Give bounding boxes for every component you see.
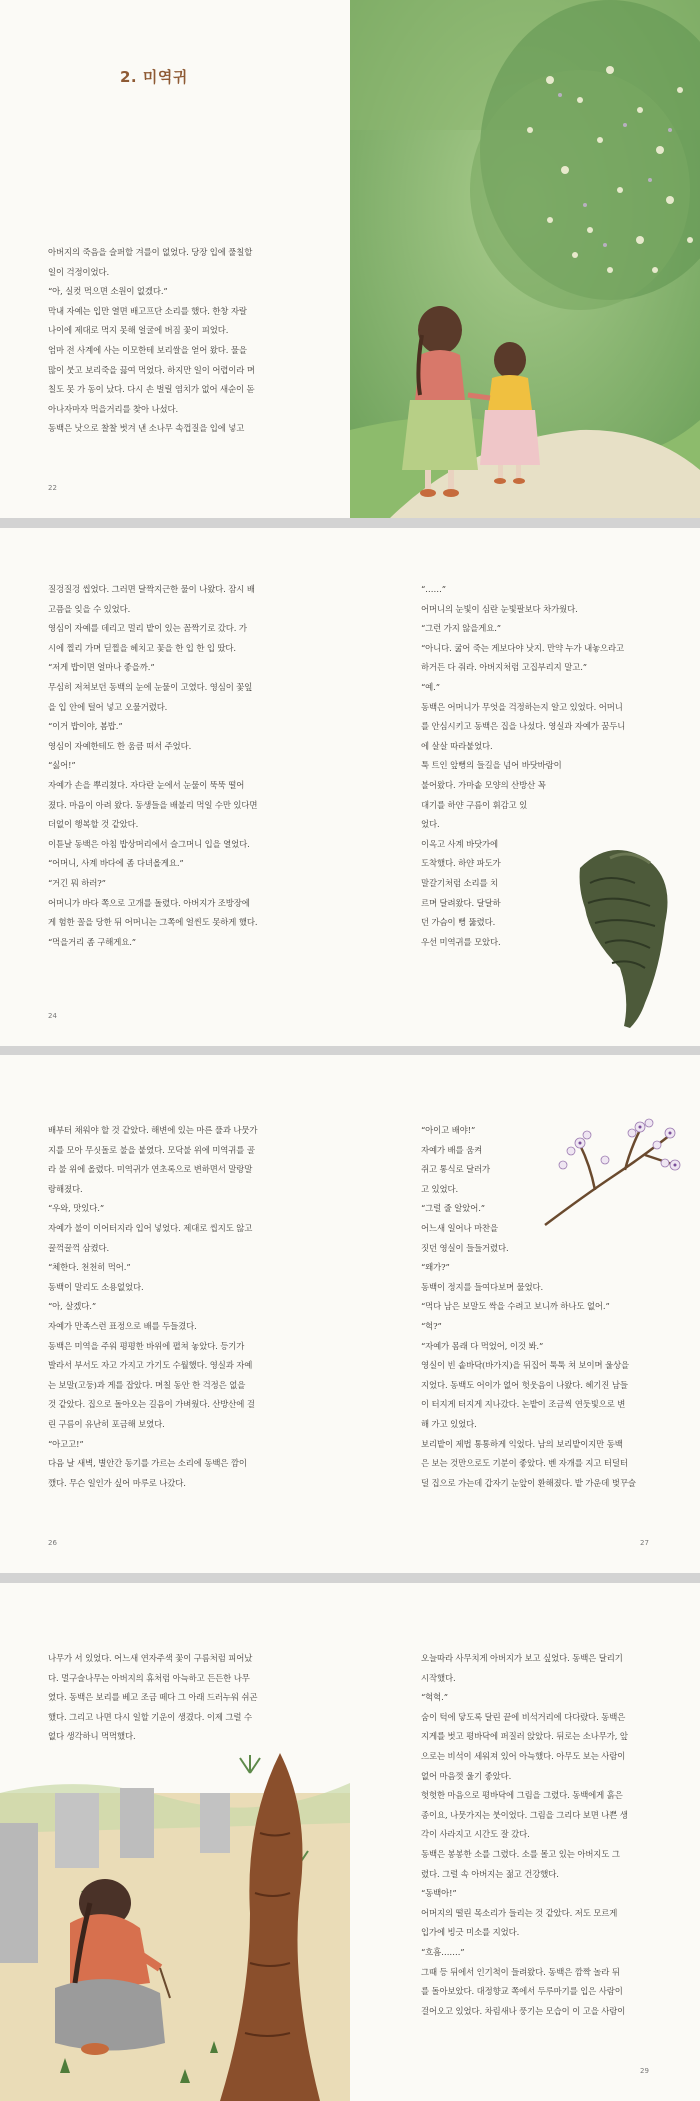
text-line: 는 보말(고둥)과 게를 잡았다. 며칠 동안 한 걱정은 없을 — [48, 1379, 246, 1390]
text-line: 질겅질겅 씹었다. 그러면 달짝지근한 물이 나왔다. 잠시 배 — [48, 584, 255, 594]
text-line: 자예가 손을 뿌리쳤다. 자다란 눈에서 눈물이 뚝뚝 떨어 — [48, 779, 245, 790]
text-line: 덜 집으로 가는데 갑자기 눈앞이 환해졌다. 밭 가운데 벚꾸슬 — [421, 1477, 636, 1488]
text-line: 자예가 배를 움켜 — [421, 1144, 483, 1155]
text-line: “아, 실컷 먹으면 소원이 없겠다.” — [48, 286, 168, 297]
sisters-under-flowering-tree-illustration — [350, 0, 700, 518]
text-line: 해 가고 있었다. — [421, 1418, 477, 1429]
text-line: 어머니가 바다 쪽으로 고개를 돌렸다. 아버지가 조방장에 — [48, 897, 250, 908]
left-page-text — [48, 1121, 257, 1493]
text-line: 그때 등 뒤에서 인기척이 들려왔다. 동백은 깜짝 놀라 뒤 — [421, 1966, 620, 1977]
spread-2 — [0, 528, 700, 1046]
text-line: 르며 달려왔다. 달달하 — [421, 897, 501, 908]
text-line: “우와, 맛있다.” — [48, 1203, 105, 1214]
text-line: 없어 마음껏 울기 좋았다. — [421, 1770, 512, 1781]
text-line: “헉헉.” — [421, 1692, 448, 1703]
chinaberry-blossom-illustration — [525, 1105, 685, 1230]
text-line: “아니다. 굶어 죽는 게보다야 낫지. 만약 누가 내놓으라고 — [421, 642, 625, 653]
text-line: “아고고!” — [48, 1438, 84, 1449]
text-line: 으로는 비석이 세워져 있어 아늑했다. 아무도 보는 사람이 — [421, 1750, 626, 1761]
text-line: 고픔을 잊을 수 있었다. — [48, 603, 131, 614]
text-line: 였다. 동백은 보리를 베고 조금 떼다 그 아래 드러누워 쉬곤 — [48, 1692, 258, 1703]
text-line: 렸다. 그럴 속 아버지는 젊고 건강했다. — [421, 1868, 559, 1879]
left-page-text — [48, 243, 255, 439]
text-line: 것 같았다. 집으로 돌아오는 길음이 가벼웠다. 산방산에 걸 — [48, 1399, 255, 1410]
text-line: 동백이 말리도 소용없었다. — [48, 1281, 144, 1292]
text-line: 지를 모아 무싯돌로 불을 붙였다. 모닥불 위에 미역귀를 골 — [48, 1144, 255, 1155]
text-line: 동백은 봉봉한 소를 그렸다. 소를 몰고 있는 아버지도 그 — [421, 1848, 620, 1859]
page-number: 26 — [48, 1539, 57, 1547]
text-line: 동백은 어머니가 무엇을 걱정하는지 알고 있었다. 어머니 — [421, 701, 623, 712]
text-line: 동백이 정지를 들여다보며 물었다. — [421, 1281, 544, 1292]
text-line: 나이에 제대로 먹지 못해 얼굴에 버짐 꽃이 피었다. — [48, 325, 229, 336]
text-line: “먹을거리 좀 구해게요.” — [48, 936, 136, 947]
text-line: 다음 날 새벽, 별안간 동기를 가르는 소리에 동백은 깜이 — [48, 1458, 247, 1469]
text-line: 아나자마자 먹을거리를 찾아 나섰다. — [48, 403, 179, 414]
text-line: 지게를 벗고 평바닥에 퍼질러 앉았다. 뒤로는 소나무가, 앞 — [421, 1731, 628, 1742]
text-line: 많이 붓고 보리죽을 끓여 먹었다. 하지만 일이 어렵이라 며 — [48, 364, 255, 375]
text-line: 하거든 다 줘라. 아버지처럼 고집부리지 말고.” — [421, 662, 587, 673]
text-line: “그럴 줄 알았어.” — [421, 1203, 485, 1214]
text-line: 했다. 그리고 나면 다시 일할 기운이 생겼다. 이제 그럴 수 — [48, 1711, 252, 1722]
text-line: “……” — [421, 584, 446, 594]
text-line: 게 험한 꼴을 당한 뒤 어머니는 그쪽에 얼씬도 못하게 했다. — [48, 917, 258, 928]
page-number: 22 — [48, 484, 57, 492]
text-line: “어머니, 사계 바다에 좀 다녀올게요.” — [48, 858, 184, 869]
text-line: 꿀꺽꿀꺽 삼켰다. — [48, 1242, 110, 1253]
right-page-text — [421, 1649, 628, 2021]
text-line: 더없이 행복할 것 같았다. — [48, 819, 139, 830]
text-line: 막내 자예는 입만 열면 배고프단 소리를 했다. 한창 자랄 — [48, 305, 247, 316]
text-line: 무심히 저쳐보던 동백의 눈에 눈물이 고였다. 영심이 꽃잎 — [48, 681, 253, 692]
text-line: 린 구름이 유난히 포금해 보였다. — [48, 1418, 165, 1429]
text-line: “이거 밥이야, 봄밥.” — [48, 721, 123, 732]
text-line: 동백은 미역을 주워 평평한 바위에 펼쳐 놓았다. 등기가 — [48, 1340, 245, 1351]
page-number: 24 — [48, 1012, 57, 1020]
text-line: 영심이 자예를 데리고 멀리 밭이 있는 꼼짝기로 갔다. 가 — [48, 623, 247, 634]
text-line: 던 가슴이 뻥 뚫렸다. — [421, 917, 496, 928]
text-line: 없다 생각하니 먹먹했다. — [48, 1731, 136, 1742]
text-line: “흐흠…….” — [421, 1946, 465, 1957]
girl-drawing-in-dirt-illustration — [0, 1753, 350, 2101]
text-line: “자예가 몸래 다 먹었어, 이것 봐.” — [421, 1340, 544, 1351]
text-line: 시에 찔리 가며 딛찔을 헤치고 꽃을 한 입 한 입 땄다. — [48, 642, 236, 653]
text-line: 일이 걱정이었다. — [48, 266, 110, 277]
text-line: 랑해졌다. — [48, 1183, 83, 1194]
text-line: 동백은 낫으로 찰찰 벗겨 낸 소나무 속껍질을 입에 넣고 — [48, 423, 245, 434]
text-line: “왜가?” — [421, 1262, 450, 1273]
text-line: 을 입 안에 털어 넣고 오물거렸다. — [48, 701, 168, 712]
text-line: “예.” — [421, 681, 440, 692]
text-line: 영실이 빈 솥바닥(바가지)을 뒤집어 툭툭 쳐 보이며 울상을 — [421, 1360, 630, 1371]
text-line: 아버지의 죽음을 슬퍼할 겨를이 없었다. 당장 입에 풀칠할 — [48, 247, 253, 257]
text-line: 쥐고 통식로 달러가 — [421, 1164, 491, 1175]
text-line: “싫어!” — [48, 760, 76, 771]
left-page-text — [48, 580, 257, 952]
text-line: 이 터지게 터지게 지나갔다. 논밭이 조금씩 연둣빛으로 변 — [421, 1399, 626, 1410]
text-line: 발라서 부서도 자고 가지고 가기도 수월했다. 영실과 자예 — [48, 1360, 253, 1371]
text-line: 우선 미역귀를 모았다. — [421, 936, 501, 947]
text-line: “체한다. 천천히 먹어.” — [48, 1262, 131, 1273]
text-line: 를 돌아보았다. 대정향교 쪽에서 두루마기를 입은 사람이 — [421, 1986, 623, 1997]
text-line: 지었다. 동백도 어이가 없어 헛웃음이 나왔다. 헤기진 남들 — [421, 1379, 628, 1390]
text-line: 깼다. 무슨 일인가 싶어 마루로 나갔다. — [48, 1477, 186, 1488]
spread-3 — [0, 1055, 700, 1573]
text-line: 은 보는 것만으로도 기분이 좋았다. 벤 자개를 지고 터덜터 — [421, 1458, 628, 1469]
text-line: 입가에 빙긋 미소를 지었다. — [421, 1927, 520, 1938]
text-line: “먹다 남은 보말도 싹을 수려고 보니까 하나도 없어.” — [421, 1301, 610, 1312]
page-number: 29 — [640, 2067, 649, 2075]
text-line: 오늘따라 사무치게 아버지가 보고 싶었다. 동백은 달리기 — [421, 1653, 623, 1663]
text-line: 졌다. 마음이 아려 왔다. 동생들을 배불리 먹일 수만 있다면 — [48, 799, 258, 810]
left-page-text — [48, 1649, 257, 1747]
text-line: 숨이 턱에 닿도록 달린 끝에 비석거리에 다다랐다. 동백은 — [421, 1711, 626, 1722]
text-line: 툭 트인 앞뻥의 들길을 넘어 바닷바람이 — [421, 760, 562, 771]
text-line: 헛헛한 마음으로 평바닥에 그림을 그렸다. 동백에게 흙은 — [421, 1790, 623, 1801]
text-line: 칠도 못 가 동이 났다. 다시 손 벌릴 염치가 없어 새순이 돋 — [48, 384, 255, 395]
text-line: 나무가 서 있었다. 어느새 연자주색 꽃이 구름처럼 피어났 — [48, 1653, 253, 1663]
text-line: 어느새 일어나 마찬을 — [421, 1222, 499, 1233]
text-line: 종이요, 나뭇가지는 붓이었다. 그림을 그리다 보면 나쁜 생 — [421, 1809, 628, 1820]
text-line: “그런 가지 않을게요.” — [421, 623, 501, 634]
text-line: 배부터 채워야 할 것 같았다. 해변에 있는 마른 풀과 나뭇가 — [48, 1125, 258, 1135]
text-line: 자예가 만족스런 표정으로 배를 두들겼다. — [48, 1320, 197, 1331]
text-line: 걸어오고 있었다. 차림새나 풍기는 모습이 이 고을 사람이 — [421, 2005, 626, 2016]
text-line: 각이 사라지고 시간도 잘 갔다. — [421, 1829, 530, 1840]
text-line: “저게 밥이면 얼마나 좋을까.” — [48, 662, 155, 673]
text-line: 어머니의 눈빛이 심란 눈빛팔보다 차가웠다. — [421, 603, 578, 614]
spread-4 — [0, 1583, 700, 2101]
chapter-title: 2. 미역귀 — [120, 68, 188, 86]
text-line: 어머지의 떨린 목소리가 들리는 것 같았다. 저도 모르게 — [421, 1907, 618, 1918]
text-line: 를 안심시키고 동백은 집을 나섰다. 영실과 자예가 꿈두니 — [421, 721, 626, 732]
text-line: “동백아!” — [421, 1888, 457, 1899]
text-line: 시작했다. — [421, 1672, 456, 1683]
spread-1 — [0, 0, 700, 518]
text-line: 대기를 하얀 구름이 휘감고 있 — [421, 799, 528, 810]
text-line: 엄마 전 사계에 사는 이모한테 보리쌀을 얻어 왔다. 물을 — [48, 344, 247, 355]
text-line: 라 불 위에 올렸다. 미역귀가 연초록으로 변하면서 말랑말 — [48, 1164, 253, 1175]
text-line: 말갈기처럼 소리를 치 — [421, 877, 499, 888]
text-line: 보리밭이 제법 통통하게 익었다. 남의 보리밭이지만 동백 — [421, 1438, 623, 1449]
text-line: 에 살살 따라붙었다. — [421, 740, 493, 751]
text-line: “아이고 배야!” — [421, 1125, 476, 1135]
text-line: 고 있었다. — [421, 1183, 459, 1194]
text-line: 이튿날 동백은 아침 밥상머리에서 슬그머니 입을 열었다. — [48, 838, 250, 849]
text-line: 자예가 불이 이어터지라 입어 넣었다. 제대로 씹지도 않고 — [48, 1222, 253, 1233]
page-number: 27 — [640, 1539, 649, 1547]
text-line: 불어왔다. 가마솥 모양의 산방산 꼭 — [421, 779, 546, 790]
text-line: 이옥고 사계 바닷가에 — [421, 838, 499, 849]
text-line: 영심이 자예한테도 한 움큼 떠서 주었다. — [48, 740, 192, 751]
seaweed-illustration — [550, 828, 700, 1038]
text-line: “아, 살겠다.” — [48, 1301, 97, 1312]
text-line: 짓던 영실이 들들거렸다. — [421, 1242, 509, 1253]
text-line: 도착했다. 하얀 파도가 — [421, 858, 501, 869]
text-line: “거긴 뭐 하러?” — [48, 877, 106, 888]
text-line: 다. 멀구슬나무는 아버지의 휴처럼 아늑하고 든든한 나무 — [48, 1672, 250, 1683]
text-line: “헉?” — [421, 1320, 442, 1331]
text-line: 었다. — [421, 819, 440, 830]
